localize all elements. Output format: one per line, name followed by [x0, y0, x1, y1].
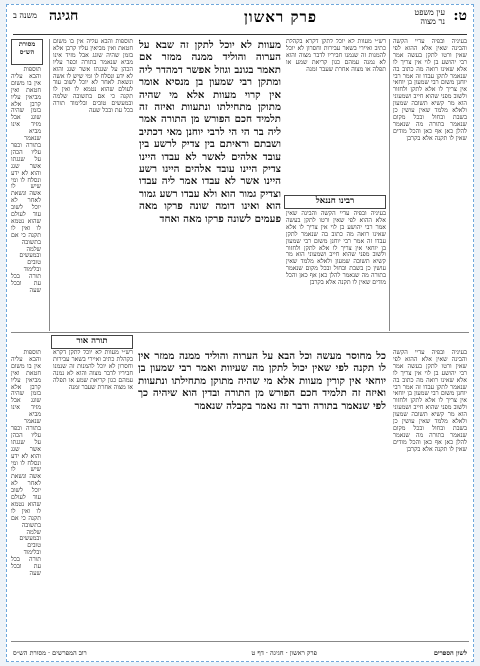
tosafot-column — [53, 39, 133, 331]
page-header — [13, 8, 467, 34]
mesoret-label: מסורת הש״ס — [18, 40, 36, 56]
talmud-page — [6, 4, 474, 662]
lower-left-margin-text: תוספות והבא עליה אין בו משום חטאת ואין מביאין עליו קרבן אלא בזמן שהיה שוגג אבל מזיד אינו מביא שנאמר בתורה וכפר עליו הכהן על שגגתו אשר שגג והוא לא ידע ונסלח לו ומי שיש לו אשה ונשאת לאחר לא יוכל לשוב עוד לעולם שהוא נטמא לו ואין לו תקנה כי אם בתשובה שלמה ובמעשים טובים ובלימוד תורה בכל עת ובכל שעה — [11, 350, 41, 577]
header-rule — [13, 34, 467, 35]
chapter-title: פרק ראשון — [243, 8, 317, 26]
torah-or-heading: תורה אור — [76, 336, 108, 346]
lower-left-text: רש״י מעוות לא יוכל לתקן דקרא בקהלת כתיב ואיירי בשאר עבירות וחסרון לא יוכל להמנות זה שנמנו חביריו לדבר מצוה והוא לא נמנה עמהם כגון קריאת שמע או תפלה או מצוה אחרת שעבר זמנה — [53, 350, 133, 391]
rashi-text: רש״י מעוות לא יוכל לתקן דקרא בקהלת כתיב ואיירי בשאר עבירות וחסרון לא יוכל להמנות זה שנמנו חביריו לדבר מצוה והוא לא נמנה עמהם כגון קריאת שמע או תפלה או מצוה אחרת שעבר זמנה — [286, 39, 386, 73]
footer-right: לשון הספרים — [433, 649, 467, 657]
footer-left: רוב המפרשים · מסורת הש״ס — [13, 649, 87, 657]
lower-right-column — [393, 350, 467, 635]
torah-or-box — [51, 335, 133, 349]
left-margin-text: תוספות והבא עליה אין בו משום חטאת ואין מביאין עליו קרבן אלא בזמן שהיה שוגג אבל מזיד אינו מביא שנאמר בתורה וכפר עליו הכהן על שגגתו אשר שגג והוא לא ידע ונסלח לו ומי שיש לו אשה ונשאת לאחר לא יוכל לשוב עוד לעולם שהוא נטמא לו ואין לו תקנה כי אם בתשובה שלמה ובמעשים טובים ובלימוד תורה בכל עת ובכל שעה — [11, 67, 41, 294]
left-margin-column — [11, 67, 41, 331]
page-footer — [13, 648, 467, 658]
page-number: ט: — [453, 8, 467, 24]
lower-main-body: כל מחוסר מעשה וכל הבא על הערוה והוליד ממנה ממזר אין לו תקנה לפי שאין יכול לתקן מה שעיוות ואמר רבי שמעון בן יוחאי אין קורין מעוות אלא מי שהיה מתוקן מתחילתו ונתעוות ואיזה זה תלמיד חכם הפורש מן התורה ובדין הוא שיהיה כך לפי שנאמר בתורה ודבר זה נאמר בקבלה שנאמר — [138, 350, 386, 412]
column-divider — [49, 39, 50, 331]
column-divider — [389, 39, 390, 331]
main-gemara-text — [139, 39, 281, 331]
header-reference: משנה ב — [13, 11, 38, 20]
section-divider — [11, 332, 469, 333]
lower-left-margin — [11, 350, 41, 635]
rashi-column — [286, 39, 386, 191]
right-commentary-column — [393, 39, 467, 331]
right-commentary-text: בעיניה ובפיה עדיי הקשה והבינה שאין אלא ההוא לפי שאין ורטו לתקן בעשה אמר רבי יהושע בן לוי אין צריך לו אלא שאינו רואה מה כתוב בה שנאמר לתקן עבדו זה אמר רבי יוחנן משום רבי שמעון בן יוחאי אין צריך לו אלא לתקן ולחזור ולשוב מפני שהוא חייב ושמעוני הוא מר קשיא תשובה שמעון ולאלא מלמד שאין עושין כן בשבת ובחול ובכל מקום שנאמר בתורה מה שנאמר להלן כאן אף כאן והכל מודים שאין לו תקנה אלא בקרבן — [393, 39, 467, 142]
tosafot-text: תוספות והבא עליה אין בו משום חטאת ואין מביאין עליו קרבן אלא בזמן שהיה שוגג אבל מזיד אינו מביא שנאמר בתורה וכפר עליו הכהן על שגגתו אשר שגג והוא לא ידע ונסלח לו ומי שיש לו אשה ונשאת לאחר לא יוכל לשוב עוד לעולם שהוא נטמא לו ואין לו תקנה כי אם בתשובה שלמה ובמעשים טובים ובלימוד תורה בכל עת ובכל שעה — [53, 39, 133, 115]
footer-rule — [11, 641, 469, 642]
tractate-name: חגיגה — [49, 8, 79, 24]
lower-main-text — [138, 350, 386, 635]
rabbeinu-chananel-column — [286, 211, 386, 331]
footer-mid: פרק ראשון · חגיגה · דף ט — [251, 649, 317, 657]
main-gemara-body: מעוות לא יוכל לתקן זה שבא על הערוה והוליד ממנה ממזר אם תאמר בגונב וגוזל אפשר דמהדר ליה ומתקן רבי שמעון בן מנסיא אומר אין קרוי מעוות אלא מי שהיה מתוקן מתחילתו ונתעוות ואיזה זה תלמיד חכם הפורש מן התורה אמר ליה בר הי הי לרבי יוחנן מאי דכתיב ושבתם וראיתם בין צדיק לרשע בין עובד אלהים לאשר לא עבדו היינו צדיק היינו עובד אלהים היינו רשע היינו אשר לא עבדו אמר ליה עבדו וצדיק גמור הוא ולא עבדו רשע גמור הוא ואינו דומה שונה פרקו מאה פעמים לשונה פרקו מאה ואחד — [139, 39, 281, 225]
rabbeinu-chananel-text: בעיניה ובפיה עדיי הקשה והבינה שאין אלא ההוא לפי שאין ורטו לתקן בעשה אמר רבי יהושע בן לוי אין צריך לו אלא שאינו רואה מה כתוב בה שנאמר לתקן עבדו זה אמר רבי יוחנן משום רבי שמעון בן יוחאי אין צריך לו אלא לתקן ולחזור ולשוב מפני שהוא חייב ושמעוני הוא מר קשיא תשובה שמעון ולאלא מלמד שאין עושין כן בשבת ובחול ובכל מקום שנאמר בתורה מה שנאמר להלן כאן אף כאן והכל מודים שאין לו תקנה אלא בקרבן — [286, 211, 386, 287]
mesoret-hashas-box — [11, 39, 43, 65]
commentary-heading-box — [284, 195, 386, 209]
lower-right-text: בעיניה ובפיה עדיי הקשה והבינה שאין אלא ההוא לפי שאין ורטו לתקן בעשה אמר רבי יהושע בן לוי אין צריך לו אלא שאינו רואה מה כתוב בה שנאמר לתקן עבדו זה אמר רבי יוחנן משום רבי שמעון בן יוחאי אין צריך לו אלא לתקן ולחזור ולשוב מפני שהוא חייב ושמעוני הוא מר קשיא תשובה שמעון ולאלא מלמד שאין עושין כן בשבת ובחול ובכל מקום שנאמר בתורה מה שנאמר להלן כאן אף כאן והכל מודים שאין לו תקנה אלא בקרבן — [393, 350, 467, 453]
commentary-heading: רבינו חננאל — [315, 196, 355, 206]
lower-left-column — [53, 350, 133, 635]
ein-mishpat-label: עין משפט נר מצוה — [414, 8, 445, 26]
